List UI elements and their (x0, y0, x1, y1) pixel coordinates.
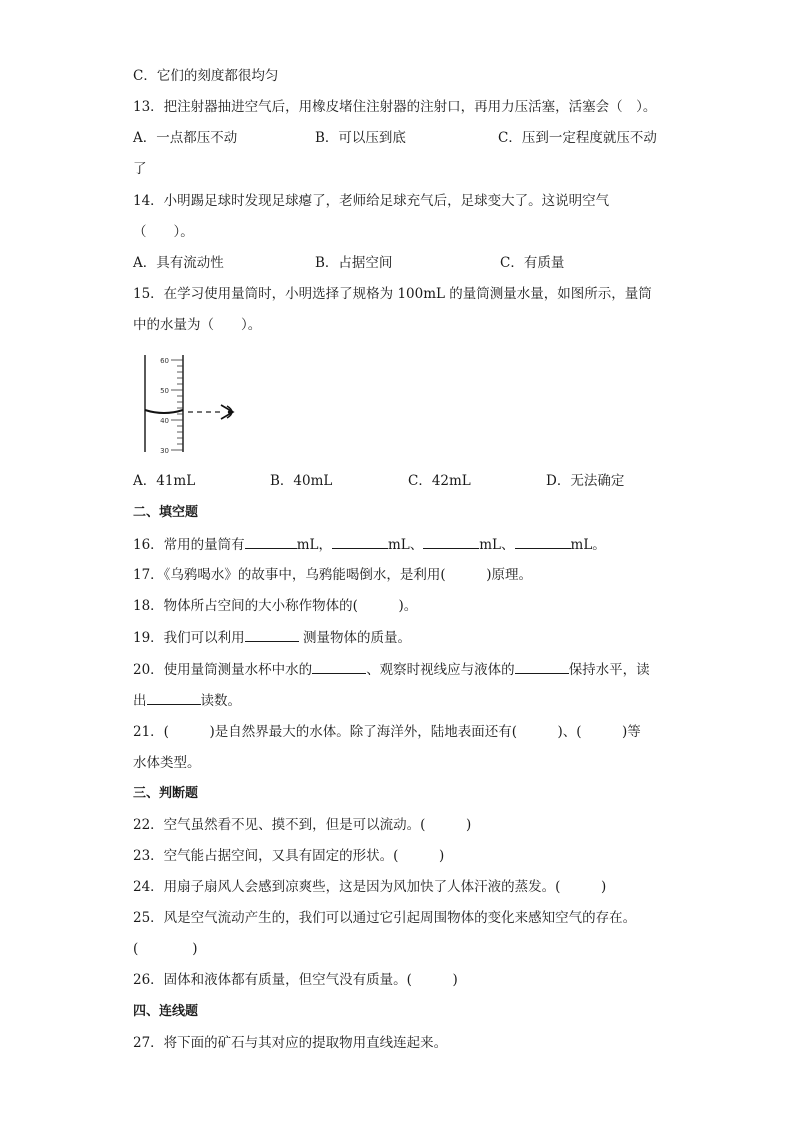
section-true-false-title: 三、判断题 (133, 786, 199, 801)
q13-option-c-cont: 了 (133, 161, 147, 177)
q14-option-c: C．有质量 (500, 255, 565, 271)
water-meniscus (145, 410, 183, 413)
q19 (133, 627, 411, 648)
q16-blank-4[interactable] (515, 534, 571, 549)
q15-stem-cont: 中的水量为（ ）。 (133, 317, 262, 333)
eye-icon (221, 405, 233, 419)
q16-blank-2[interactable] (332, 534, 388, 549)
q21-line-1: 21．( )是自然界最大的水体。除了海洋外，陆地表面还有( )、( )等 (133, 724, 641, 740)
q16 (133, 534, 606, 555)
q16-blank-1[interactable] (245, 534, 297, 549)
q20-blank-2[interactable] (515, 659, 569, 674)
q18: 18．物体所占空间的大小称作物体的( )。 (133, 598, 418, 614)
q16-text: 16．常用的量筒有 (133, 537, 245, 553)
q16-unit-3: mL、 (479, 537, 515, 553)
q26: 26．固体和液体都有质量，但空气没有质量。( ) (133, 972, 458, 988)
q25-line-1: 25．风是空气流动产生的，我们可以通过它引起周围物体的变化来感知空气的存在。 (133, 910, 637, 926)
q20-text-1: 20．使用量筒测量水杯中水的 (133, 662, 313, 678)
q13-option-b: B．可以压到底 (315, 130, 406, 146)
q14-stem: 14．小明踢足球时发现足球瘪了，老师给足球充气后，足球变大了。这说明空气 (133, 193, 610, 209)
q16-unit-4: mL。 (570, 537, 606, 553)
q16-unit-1: mL， (296, 537, 332, 553)
section-matching-title: 四、连线题 (133, 1004, 199, 1019)
q15-option-a: A．41mL (133, 473, 196, 489)
q20-line-1 (133, 659, 650, 680)
tick-label-30: 30 (160, 447, 169, 455)
q13-stem: 13．把注射器抽进空气后，用橡皮堵住注射器的注射口，再用力压活塞，活塞会（ ）。 (133, 99, 657, 115)
q14-option-a: A．具有流动性 (133, 255, 224, 271)
q14-stem-cont: （ ）。 (133, 224, 194, 240)
q22: 22．空气虽然看不见、摸不到，但是可以流动。( ) (133, 817, 472, 833)
q20-line-2 (133, 690, 241, 711)
q19-text-2: 测量物体的质量。 (298, 630, 411, 646)
tick-label-50: 50 (160, 387, 169, 395)
q20-text-3: 保持水平，读 (568, 662, 650, 678)
q19-text-1: 19．我们可以利用 (133, 630, 245, 646)
q20-text-5: 读数。 (200, 693, 241, 709)
q24: 24．用扇子扇风人会感到凉爽些，这是因为风加快了人体汗液的蒸发。( ) (133, 879, 607, 895)
q19-blank[interactable] (245, 627, 299, 642)
q15-option-b: B．40mL (270, 473, 333, 489)
q25-line-2: ( ) (133, 941, 198, 957)
q20-blank-3[interactable] (147, 690, 201, 705)
q14-option-b: B．占据空间 (315, 255, 393, 271)
q16-unit-2: mL、 (387, 537, 424, 553)
scale-ticks (171, 360, 183, 450)
q15-option-d: D．无法确定 (546, 473, 625, 489)
q20-blank-1[interactable] (312, 659, 366, 674)
q15-option-c: C．42mL (408, 473, 471, 489)
q21-line-2: 水体类型。 (133, 755, 201, 771)
q20-text-4: 出 (133, 693, 147, 709)
q27: 27．将下面的矿石与其对应的提取物用直线连起来。 (133, 1035, 448, 1051)
q13-option-c: C．压到一定程度就压不动 (498, 130, 657, 146)
q16-blank-3[interactable] (423, 534, 479, 549)
tick-label-60: 60 (160, 357, 169, 365)
q20-text-2: 、观察时视线应与液体的 (366, 662, 515, 678)
tick-label-40: 40 (160, 417, 169, 425)
q23: 23．空气能占据空间，又具有固定的形状。( ) (133, 848, 445, 864)
section-fill-blank-title: 二、填空题 (133, 505, 199, 520)
q15-stem: 15．在学习使用量筒时，小明选择了规格为 100mL 的量筒测量水量，如图所示，量筒 (133, 286, 652, 302)
q12-option-c: C．它们的刻度都很均匀 (133, 68, 279, 84)
q13-option-a: A．一点都压不动 (133, 130, 238, 146)
q17: 17．《乌鸦喝水》的故事中，乌鸦能喝倒水，是利用( )原理。 (133, 567, 532, 583)
graduated-cylinder-figure (133, 350, 253, 460)
